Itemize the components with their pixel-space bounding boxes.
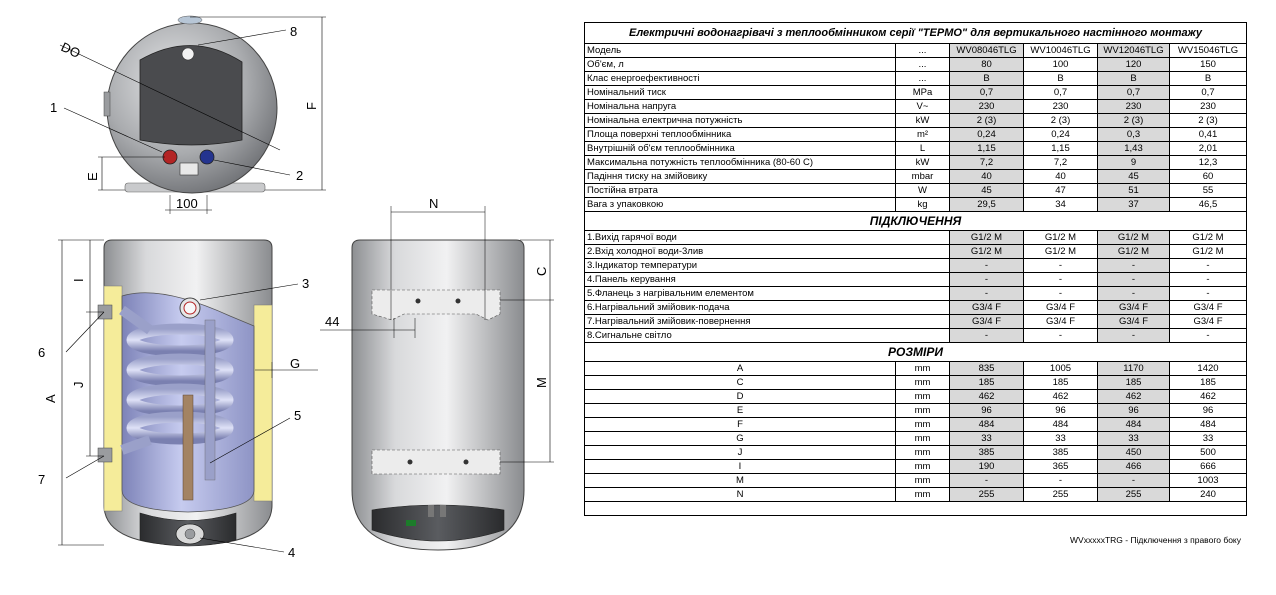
connection-row: [585, 329, 1247, 343]
row-value: 96: [1024, 404, 1098, 418]
row-value: 96: [950, 404, 1024, 418]
table-title: Електричні водонагрівачі з теплообмінником серії "ТЕРМО" для вертикального настінного монтажу: [585, 23, 1247, 44]
row-value: 835: [950, 362, 1024, 376]
row-value: G1/2 M: [1098, 231, 1170, 245]
row-unit: mm: [896, 362, 950, 376]
row-value: 185: [950, 376, 1024, 390]
dimension-row: [585, 446, 1247, 460]
label-3: 3: [302, 276, 310, 291]
spec-row: [585, 100, 1247, 114]
row-value: 33: [1170, 432, 1247, 446]
row-value: 7,2: [1024, 156, 1098, 170]
label-j: J: [71, 381, 86, 388]
row-value: B: [1170, 72, 1247, 86]
row-value: 0,7: [1098, 86, 1170, 100]
row-label: Модель: [585, 44, 896, 58]
connection-row: [585, 301, 1247, 315]
row-unit: kW: [896, 114, 950, 128]
row-value: 37: [1098, 198, 1170, 212]
row-value: G3/4 F: [1098, 301, 1170, 315]
label-f: F: [304, 102, 319, 110]
row-label: M: [585, 474, 896, 488]
row-value: 2 (3): [1098, 114, 1170, 128]
label-do: DO: [58, 39, 83, 61]
dimension-row: [585, 460, 1247, 474]
row-value: 484: [950, 418, 1024, 432]
row-value: -: [1024, 329, 1098, 343]
row-value: 462: [950, 390, 1024, 404]
row-value: 45: [950, 184, 1024, 198]
dimension-row: [585, 390, 1247, 404]
model-name: WV15046TLG: [1170, 44, 1247, 58]
row-unit: mm: [896, 460, 950, 474]
spec-table: [584, 22, 1247, 516]
row-label: Об'єм, л: [585, 58, 896, 72]
spec-row: [585, 156, 1247, 170]
row-value: 462: [1170, 390, 1247, 404]
row-unit: mbar: [896, 170, 950, 184]
spec-row: [585, 128, 1247, 142]
model-name: WV12046TLG: [1098, 44, 1170, 58]
spec-row: [585, 114, 1247, 128]
row-value: 7,2: [950, 156, 1024, 170]
row-value: -: [1024, 259, 1098, 273]
row-value: 34: [1024, 198, 1098, 212]
row-value: 0,24: [1024, 128, 1098, 142]
row-label: 8.Сигнальне світло: [585, 329, 950, 343]
front-section-view: [38, 240, 318, 560]
row-value: 1420: [1170, 362, 1247, 376]
row-value: -: [1024, 273, 1098, 287]
row-value: 40: [950, 170, 1024, 184]
row-value: 230: [1170, 100, 1247, 114]
row-value: -: [1170, 259, 1247, 273]
label-4: 4: [288, 545, 296, 560]
row-value: 462: [1098, 390, 1170, 404]
row-value: G1/2 M: [1024, 231, 1098, 245]
row-value: 51: [1098, 184, 1170, 198]
row-label: C: [585, 376, 896, 390]
row-unit: kW: [896, 156, 950, 170]
row-unit: L: [896, 142, 950, 156]
spec-row: [585, 184, 1247, 198]
label-n: N: [429, 196, 439, 211]
row-value: -: [1170, 287, 1247, 301]
row-value: 1,43: [1098, 142, 1170, 156]
row-value: 1,15: [1024, 142, 1098, 156]
row-unit: mm: [896, 376, 950, 390]
row-value: 0,24: [950, 128, 1024, 142]
row-value: 255: [1024, 488, 1098, 502]
row-value: G3/4 F: [1170, 301, 1247, 315]
row-value: 1170: [1098, 362, 1170, 376]
row-unit: mm: [896, 418, 950, 432]
back-view: [320, 196, 554, 550]
connection-row: [585, 273, 1247, 287]
label-5: 5: [294, 408, 302, 423]
row-unit: kg: [896, 198, 950, 212]
row-value: G1/2 M: [1024, 245, 1098, 259]
row-unit: ...: [896, 44, 950, 58]
row-value: G3/4 F: [1170, 315, 1247, 329]
connection-row: [585, 287, 1247, 301]
row-value: 2 (3): [950, 114, 1024, 128]
row-label: Постійна втрата: [585, 184, 896, 198]
row-value: -: [950, 474, 1024, 488]
dimension-row: [585, 376, 1247, 390]
row-value: 1005: [1024, 362, 1098, 376]
row-value: 9: [1098, 156, 1170, 170]
row-value: B: [950, 72, 1024, 86]
row-label: A: [585, 362, 896, 376]
label-c: C: [534, 266, 549, 276]
row-unit: ...: [896, 58, 950, 72]
section-title-dimensions: РОЗМІРИ: [585, 343, 1247, 362]
dimension-row: [585, 404, 1247, 418]
row-unit: mm: [896, 474, 950, 488]
row-value: 240: [1170, 488, 1247, 502]
row-value: 2 (3): [1024, 114, 1098, 128]
row-label: 5.Фланець з нагрівальним елементом: [585, 287, 950, 301]
row-label: Падіння тиску на змійовику: [585, 170, 896, 184]
row-label: Номінальний тиск: [585, 86, 896, 100]
row-value: B: [1024, 72, 1098, 86]
dimensions-section-row: [585, 343, 1247, 362]
label-a: A: [43, 394, 58, 403]
model-name: WV10046TLG: [1024, 44, 1098, 58]
row-value: 100: [1024, 58, 1098, 72]
row-label: 2.Вхід холодної води-3лив: [585, 245, 950, 259]
spec-row: [585, 58, 1247, 72]
spec-table-body: [585, 23, 1247, 516]
row-value: 185: [1170, 376, 1247, 390]
connection-row: [585, 245, 1247, 259]
row-label: F: [585, 418, 896, 432]
label-44: 44: [325, 314, 340, 329]
dimension-row: [585, 362, 1247, 376]
row-value: 1003: [1170, 474, 1247, 488]
row-value: 29,5: [950, 198, 1024, 212]
spec-row: [585, 198, 1247, 212]
model-row: [585, 44, 1247, 58]
row-label: Вага з упаковкою: [585, 198, 896, 212]
row-value: -: [1170, 273, 1247, 287]
row-label: Клас енергоефективності: [585, 72, 896, 86]
row-value: -: [1098, 273, 1170, 287]
label-g: G: [290, 356, 301, 371]
row-value: 255: [1098, 488, 1170, 502]
row-unit: m²: [896, 128, 950, 142]
connection-row: [585, 315, 1247, 329]
row-value: 385: [1024, 446, 1098, 460]
row-value: B: [1098, 72, 1170, 86]
row-value: -: [1170, 329, 1247, 343]
row-unit: mm: [896, 488, 950, 502]
row-value: 45: [1098, 170, 1170, 184]
row-unit: W: [896, 184, 950, 198]
technical-drawings: [0, 0, 580, 595]
row-value: G3/4 F: [1098, 315, 1170, 329]
row-label: Номінальна електрична потужність: [585, 114, 896, 128]
row-value: G1/2 M: [1098, 245, 1170, 259]
row-value: 80: [950, 58, 1024, 72]
model-name: WV08046TLG: [950, 44, 1024, 58]
row-unit: mm: [896, 446, 950, 460]
row-label: Номінальна напруга: [585, 100, 896, 114]
spec-row: [585, 86, 1247, 100]
row-value: G1/2 M: [1170, 245, 1247, 259]
row-value: 33: [1024, 432, 1098, 446]
row-value: 462: [1024, 390, 1098, 404]
row-value: G3/4 F: [950, 315, 1024, 329]
row-value: 2 (3): [1170, 114, 1247, 128]
row-value: 0,3: [1098, 128, 1170, 142]
row-value: 150: [1170, 58, 1247, 72]
label-7: 7: [38, 472, 46, 487]
row-value: 33: [950, 432, 1024, 446]
row-value: 500: [1170, 446, 1247, 460]
row-value: 466: [1098, 460, 1170, 474]
row-value: 0,41: [1170, 128, 1247, 142]
row-unit: V~: [896, 100, 950, 114]
row-value: 120: [1098, 58, 1170, 72]
row-value: 33: [1098, 432, 1170, 446]
row-unit: mm: [896, 432, 950, 446]
row-value: 0,7: [1170, 86, 1247, 100]
section-title-connections: ПІДКЛЮЧЕННЯ: [585, 212, 1247, 231]
row-value: 12,3: [1170, 156, 1247, 170]
dimension-row: [585, 474, 1247, 488]
row-value: G1/2 M: [950, 231, 1024, 245]
row-value: 484: [1170, 418, 1247, 432]
row-value: G3/4 F: [1024, 301, 1098, 315]
row-label: 6.Нагрівальний змійовик-подача: [585, 301, 950, 315]
row-value: G3/4 F: [1024, 315, 1098, 329]
row-value: 55: [1170, 184, 1247, 198]
row-label: Внутрішній об'єм теплообмінника: [585, 142, 896, 156]
row-label: 3.Індикатор температури: [585, 259, 950, 273]
row-value: -: [1098, 474, 1170, 488]
row-value: 230: [1024, 100, 1098, 114]
label-100: 100: [176, 196, 198, 211]
connections-section-row: [585, 212, 1247, 231]
table-spacer: [585, 502, 1247, 516]
row-value: 60: [1170, 170, 1247, 184]
row-value: 365: [1024, 460, 1098, 474]
row-value: -: [1024, 287, 1098, 301]
row-value: 46,5: [1170, 198, 1247, 212]
row-value: 96: [1170, 404, 1247, 418]
row-value: 230: [1098, 100, 1170, 114]
table-title-row: [585, 23, 1247, 44]
label-1: 1: [50, 100, 58, 115]
label-6: 6: [38, 345, 46, 360]
row-unit: MPa: [896, 86, 950, 100]
row-value: -: [950, 287, 1024, 301]
row-value: 484: [1024, 418, 1098, 432]
row-label: J: [585, 446, 896, 460]
footnote: WVxxxxxTRG - Підключення з правого боку: [1070, 535, 1241, 545]
row-unit: mm: [896, 390, 950, 404]
dimension-row: [585, 488, 1247, 502]
row-value: 40: [1024, 170, 1098, 184]
row-value: G1/2 M: [1170, 231, 1247, 245]
row-label: 1.Вихід гарячої води: [585, 231, 950, 245]
row-label: N: [585, 488, 896, 502]
label-m: M: [534, 377, 549, 388]
label-2: 2: [296, 168, 304, 183]
row-value: 2,01: [1170, 142, 1247, 156]
row-value: 0,7: [1024, 86, 1098, 100]
row-value: 385: [950, 446, 1024, 460]
row-value: 0,7: [950, 86, 1024, 100]
label-8: 8: [290, 24, 298, 39]
spec-row: [585, 72, 1247, 86]
connection-row: [585, 259, 1247, 273]
row-label: E: [585, 404, 896, 418]
row-value: 96: [1098, 404, 1170, 418]
row-value: 47: [1024, 184, 1098, 198]
row-value: G3/4 F: [950, 301, 1024, 315]
row-value: -: [1098, 287, 1170, 301]
row-value: -: [1098, 329, 1170, 343]
row-value: 185: [1024, 376, 1098, 390]
row-label: Максимальна потужність теплообмінника (80-60 C): [585, 156, 896, 170]
row-label: Площа поверхні теплообмінника: [585, 128, 896, 142]
row-label: D: [585, 390, 896, 404]
row-value: 190: [950, 460, 1024, 474]
row-value: -: [950, 259, 1024, 273]
row-value: 1,15: [950, 142, 1024, 156]
row-unit: mm: [896, 404, 950, 418]
spec-row: [585, 170, 1247, 184]
row-value: 484: [1098, 418, 1170, 432]
row-unit: ...: [896, 72, 950, 86]
row-value: -: [950, 329, 1024, 343]
dimension-row: [585, 418, 1247, 432]
spec-row: [585, 142, 1247, 156]
row-value: 185: [1098, 376, 1170, 390]
row-value: 255: [950, 488, 1024, 502]
label-e: E: [85, 172, 100, 181]
row-label: 7.Нагрівальний змійовик-повернення: [585, 315, 950, 329]
table-spacer-row: [585, 502, 1247, 516]
row-value: 230: [950, 100, 1024, 114]
row-value: 450: [1098, 446, 1170, 460]
row-value: 666: [1170, 460, 1247, 474]
row-value: G1/2 M: [950, 245, 1024, 259]
row-label: 4.Панель керування: [585, 273, 950, 287]
top-view: [50, 16, 326, 214]
row-label: G: [585, 432, 896, 446]
row-label: I: [585, 460, 896, 474]
row-value: -: [1024, 474, 1098, 488]
label-i: I: [71, 278, 86, 282]
row-value: -: [1098, 259, 1170, 273]
dimension-row: [585, 432, 1247, 446]
connection-row: [585, 231, 1247, 245]
row-value: -: [950, 273, 1024, 287]
